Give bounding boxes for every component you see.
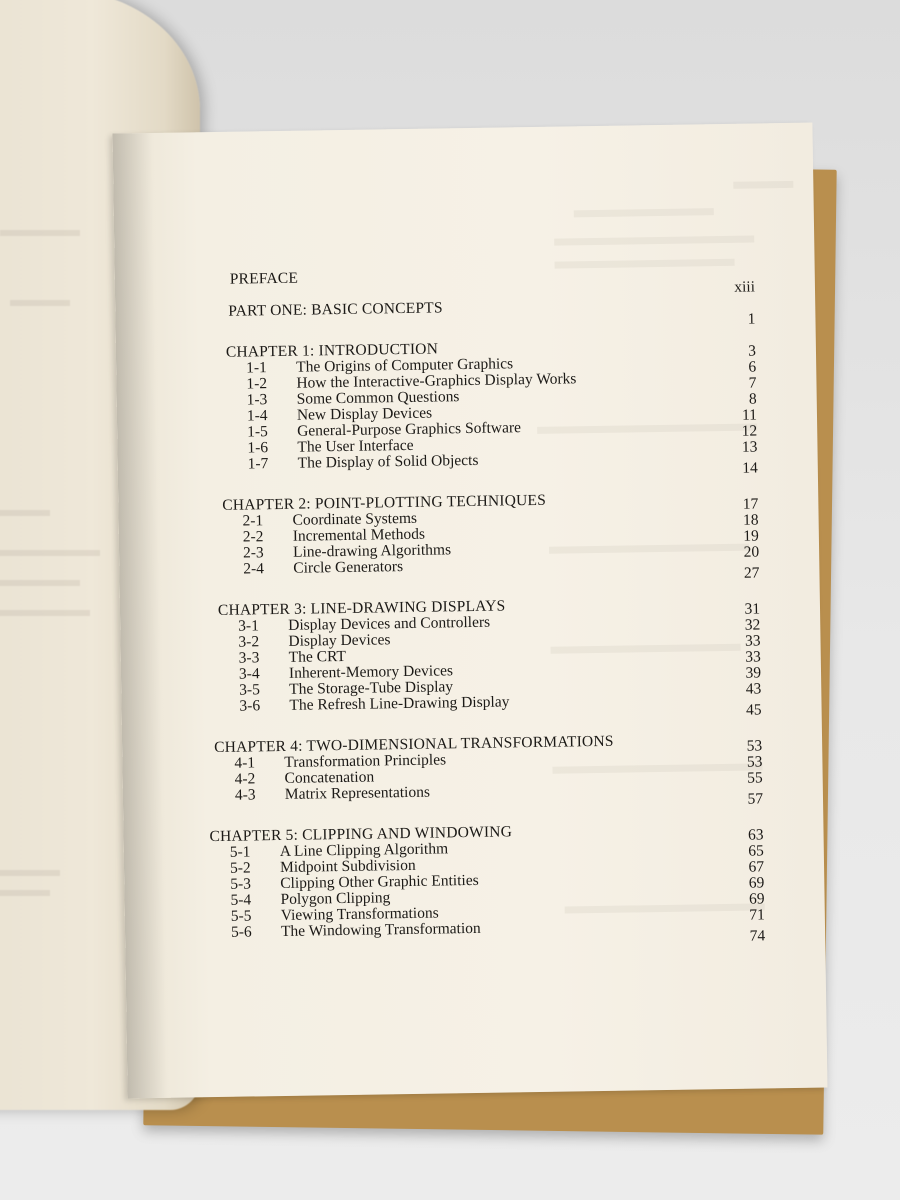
section-number: 3-2 — [238, 633, 260, 651]
section-number: 4-3 — [234, 786, 256, 804]
preface-label: PREFACE — [229, 269, 299, 288]
section-title: The CRT — [288, 647, 347, 666]
section-page: 12 — [741, 422, 758, 440]
section-title: General-Purpose Graphics Software — [297, 419, 522, 440]
section-title: Line-drawing Algorithms — [292, 541, 452, 561]
section-page: 13 — [741, 438, 758, 456]
section-title: The Display of Solid Objects — [297, 451, 479, 472]
section-title: Display Devices — [288, 631, 391, 650]
chapter-end-page: 27 — [743, 564, 760, 582]
section-title: The Storage-Tube Display — [289, 678, 454, 698]
section-title: The Origins of Computer Graphics — [296, 355, 514, 376]
section-title: New Display Devices — [296, 404, 433, 424]
section-page: 6 — [748, 358, 757, 376]
section-title: The Windowing Transformation — [280, 919, 481, 941]
section-title: Transformation Principles — [284, 751, 447, 771]
section-title: A Line Clipping Algorithm — [279, 840, 449, 861]
section-title: Display Devices and Controllers — [288, 613, 491, 634]
section-number: 5-4 — [230, 891, 252, 909]
section-page: 65 — [748, 842, 764, 860]
section-title: Coordinate Systems — [292, 509, 418, 529]
section-title: Inherent-Memory Devices — [288, 662, 454, 682]
section-page: 8 — [748, 390, 757, 408]
chapter-heading: CHAPTER 3: LINE-DRAWING DISPLAYS — [217, 597, 506, 619]
section-page: 17 — [742, 495, 759, 513]
section-page: 63 — [747, 826, 764, 844]
section-page: 31 — [744, 600, 761, 618]
section-page: 7 — [748, 374, 757, 392]
section-number: 3-6 — [239, 697, 261, 715]
section-number: 1-1 — [246, 359, 267, 377]
section-page: 67 — [748, 858, 765, 876]
chapter-end-page: 57 — [747, 790, 764, 808]
section-page: 18 — [742, 511, 759, 529]
contents-page — [112, 123, 827, 1099]
section-page: 43 — [745, 680, 762, 698]
chapter-heading: CHAPTER 1: INTRODUCTION — [225, 340, 439, 361]
part-one-label: PART ONE: BASIC CONCEPTS — [228, 299, 443, 320]
chapter-heading: CHAPTER 2: POINT-PLOTTING TECHNIQUES — [222, 491, 547, 514]
section-number: 5-2 — [229, 859, 251, 877]
section-page: 53 — [746, 737, 763, 755]
section-number: 1-6 — [247, 439, 269, 457]
section-number: 2-3 — [242, 544, 264, 562]
section-title: The User Interface — [297, 436, 414, 456]
section-number: 5-6 — [230, 923, 252, 941]
table-of-contents — [195, 263, 766, 957]
section-number: 3-5 — [239, 681, 261, 699]
section-number: 3-4 — [238, 665, 260, 683]
section-number: 3-3 — [238, 649, 260, 667]
section-title: Midpoint Subdivision — [279, 856, 416, 877]
section-page: 69 — [748, 890, 765, 908]
section-number: 2-2 — [242, 528, 264, 546]
section-title: How the Interactive-Graphics Display Works — [296, 370, 577, 392]
section-page: 11 — [741, 406, 758, 424]
section-page: 39 — [745, 664, 762, 682]
section-number: 4-2 — [234, 770, 256, 788]
chapter-heading: CHAPTER 5: CLIPPING AND WINDOWING — [209, 823, 513, 846]
chapters-list — [196, 327, 766, 957]
section-title: Incremental Methods — [292, 525, 426, 545]
section-number: 2-4 — [243, 560, 265, 578]
section-number: 2-1 — [242, 512, 264, 530]
part-one-page: 1 — [747, 310, 756, 328]
section-number: 3-1 — [238, 617, 260, 635]
section-page: 53 — [746, 753, 763, 771]
section-title: Concatenation — [284, 768, 375, 787]
section-title: Circle Generators — [293, 558, 404, 577]
section-number: 5-5 — [230, 907, 252, 925]
section-number: 1-3 — [246, 391, 268, 409]
section-title: The Refresh Line-Drawing Display — [289, 693, 510, 714]
section-number: 4-1 — [234, 754, 256, 772]
section-page: 32 — [744, 616, 761, 634]
chapter-end-page: 45 — [745, 701, 762, 719]
section-page: 33 — [745, 648, 761, 666]
section-number: 1-7 — [247, 455, 269, 473]
section-number: 5-3 — [230, 875, 252, 893]
section-title: Matrix Representations — [284, 783, 431, 803]
preface-page: xiii — [734, 278, 756, 296]
section-page: 55 — [747, 769, 763, 787]
section-page: 71 — [749, 906, 765, 924]
section-page: 19 — [743, 527, 759, 545]
section-page: 69 — [748, 874, 765, 892]
section-page: 33 — [744, 632, 761, 650]
section-page: 3 — [748, 342, 757, 360]
section-number: 1-4 — [246, 407, 268, 425]
chapter-heading: CHAPTER 4: TWO-DIMENSIONAL TRANSFORMATIONS — [213, 732, 614, 757]
section-number: 5-1 — [229, 843, 251, 861]
section-title: Clipping Other Graphic Entities — [280, 871, 479, 893]
section-title: Some Common Questions — [296, 388, 460, 408]
section-title: Viewing Transformations — [280, 904, 439, 925]
section-page: 20 — [743, 543, 760, 561]
chapter-end-page: 74 — [749, 927, 766, 945]
section-title: Polygon Clipping — [280, 889, 391, 909]
section-number: 1-5 — [247, 423, 268, 441]
chapter-end-page: 14 — [742, 459, 758, 477]
section-number: 1-2 — [246, 375, 268, 393]
